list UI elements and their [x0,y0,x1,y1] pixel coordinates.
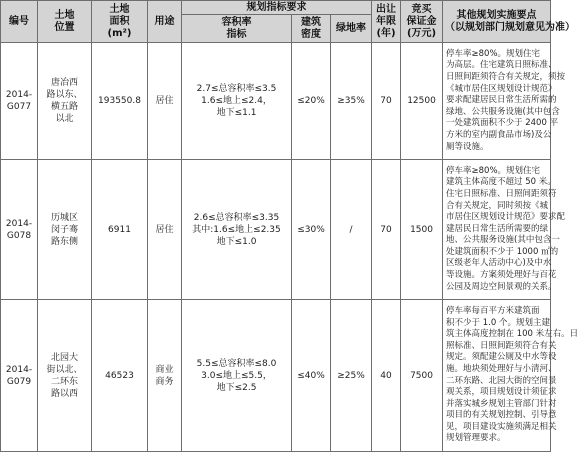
cell-density: ≤40% [292,300,331,452]
cell-use: 商业 商务 [148,300,182,452]
cell-use: 居住 [148,43,182,160]
header-density: 建筑 密度 [292,15,331,43]
cell-green: ≥35% [331,43,372,160]
header-far: 容积率 指标 [182,15,292,43]
cell-deposit: 12500 [401,43,443,160]
cell-notes: 停车率每百平方米建筑面 积不少于 1.0 个。规划主建 筑主体高度控制在 100 米左右。日 照标准、日照间距须符合有关 规定。须配建公厕及中水等设 施。地块须处理好与小清河、 二环东路、北园大街的空间景 观关系，项目规划设计须征求 并落实城乡规划主管部门针对 项目的有关规划控制、引导意 见，项目建设实施须满足相关 规划管理要求。 [443,300,551,452]
cell-code: 2014- G078 [1,160,38,300]
header-location: 土地 位置 [38,1,92,43]
cell-green: ≥25% [331,300,372,452]
cell-green: / [331,160,372,300]
cell-deposit: 7500 [401,300,443,452]
cell-code: 2014- G077 [1,43,38,160]
header-use: 用途 [148,1,182,43]
table-row [1,300,551,452]
cell-term: 70 [372,43,401,160]
cell-area: 46523 [92,300,148,452]
table-row [1,160,551,300]
header-green: 绿地率 [331,15,372,43]
cell-code: 2014- G079 [1,300,38,452]
cell-deposit: 1500 [401,160,443,300]
cell-term: 40 [372,300,401,452]
cell-location: 北园大 街以北、 二环东 路以西 [38,300,92,452]
header-term: 出让 年限 (年) [372,1,401,43]
header-deposit: 竞买 保证金 (万元) [401,1,443,43]
cell-use: 居住 [148,160,182,300]
cell-term: 70 [372,160,401,300]
cell-far: 2.6≤总容积率≤3.35 其中:1.6≤地上≤2.35 地下≤1.0 [182,160,292,300]
header-code: 编号 [1,1,38,43]
cell-area: 6911 [92,160,148,300]
cell-far: 5.5≤总容积率≤8.0 3.0≤地上≤5.5， 地下≤2.5 [182,300,292,452]
header-notes: 其他规划实施要点 （以规划部门规划意见为准） [443,1,551,43]
cell-density: ≤20% [292,43,331,160]
cell-notes: 停车率≥80%。规划住宅 为高层。住宅建筑日照标准、 日照间距须符合有关规定，须按 《城市居住区规划设计规范》 要求配建居民日常生活所需的 绿地、公共服务设施(其中包含 一处建筑面积不少于 2400 平 方米的室内副食品市场)及公 厕等设施。 [443,43,551,160]
cell-notes: 停车率≥80%。规划住宅 建筑主体高度不超过 50 米。 住宅日照标准、日照间距须符 合有关规定，同时须按《城 市居住区规划设计规范》要求配 建居民日常生活所需要的绿 地、公共服务设施(其中包含一 处建筑面积不少于 1000 ㎡的 区级老年人活动中心)及中水 等设施。方案须处理好与百花 公园及周边空间景观的关系。 [443,160,551,300]
table-row [1,43,551,160]
cell-area: 193550.8 [92,43,148,160]
cell-location: 历城区 闵子骞 路东侧 [38,160,92,300]
cell-density: ≤30% [292,160,331,300]
header-planning: 规划指标要求 [182,1,372,15]
header-area: 土地 面积 (m²) [92,1,148,43]
cell-far: 2.7≤总容积率≤3.5 1.6≤地上≤2.4， 地下≤1.1 [182,43,292,160]
cell-location: 唐冶西 路以东、 横五路 以北 [38,43,92,160]
